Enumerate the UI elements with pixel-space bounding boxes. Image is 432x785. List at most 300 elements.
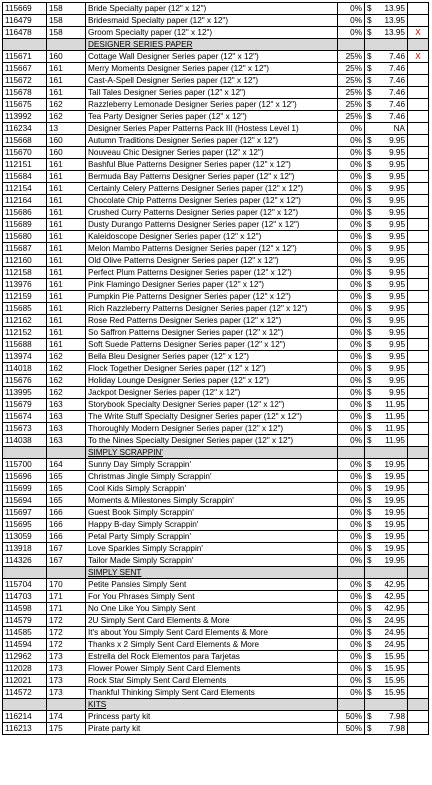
currency-symbol-cell: $ — [365, 3, 376, 15]
discount-cell: 0% — [338, 627, 365, 639]
item-number-cell: 114326 — [3, 555, 47, 567]
price-cell: 42.95 — [376, 591, 408, 603]
page-number-cell: 163 — [47, 423, 86, 435]
price-cell: 7.98 — [376, 711, 408, 723]
section-empty-cell — [3, 447, 47, 459]
table-row — [3, 675, 429, 687]
currency-symbol-cell: $ — [365, 651, 376, 663]
price-cell: 9.95 — [376, 303, 408, 315]
discount-cell: 50% — [338, 723, 365, 735]
section-empty-cell — [365, 699, 376, 711]
item-number-cell: 112962 — [3, 651, 47, 663]
price-cell: 19.95 — [376, 543, 408, 555]
description-cell: 2U Simply Sent Card Elements & More — [86, 615, 338, 627]
price-cell: 9.95 — [376, 291, 408, 303]
flag-cell — [408, 315, 429, 327]
item-number-cell: 115687 — [3, 243, 47, 255]
page-number-cell: 162 — [47, 111, 86, 123]
discount-cell: 0% — [338, 459, 365, 471]
description-cell: Merry Moments Designer Series paper (12" x 12") — [86, 63, 338, 75]
price-cell: 9.95 — [376, 135, 408, 147]
discount-cell: 0% — [338, 255, 365, 267]
currency-symbol-cell: $ — [365, 531, 376, 543]
page-number-cell: 162 — [47, 351, 86, 363]
flag-cell: X — [408, 27, 429, 39]
table-row — [3, 519, 429, 531]
page-number-cell: 166 — [47, 531, 86, 543]
description-cell: Pink Flamingo Designer Series paper (12" x 12") — [86, 279, 338, 291]
table-row — [3, 99, 429, 111]
description-cell: Moments & Milestones Simply Scrappin' — [86, 495, 338, 507]
price-cell: 19.95 — [376, 519, 408, 531]
description-cell: Soft Suede Patterns Designer Series paper (12" x 12") — [86, 339, 338, 351]
price-cell: 9.95 — [376, 315, 408, 327]
description-cell: So Saffron Patterns Designer Series paper (12" x 12") — [86, 327, 338, 339]
currency-symbol-cell: $ — [365, 639, 376, 651]
flag-cell — [408, 459, 429, 471]
table-row — [3, 303, 429, 315]
discount-cell: 0% — [338, 519, 365, 531]
discount-cell: 0% — [338, 579, 365, 591]
currency-symbol-cell: $ — [365, 159, 376, 171]
currency-symbol-cell: $ — [365, 603, 376, 615]
discount-cell: 0% — [338, 639, 365, 651]
item-number-cell: 115695 — [3, 519, 47, 531]
description-cell: Christmas Jingle Simply Scrappin' — [86, 471, 338, 483]
table-row — [3, 243, 429, 255]
flag-cell — [408, 207, 429, 219]
page-number-cell: 173 — [47, 651, 86, 663]
description-cell: Cast-A-Spell Designer Series paper (12" x 12") — [86, 75, 338, 87]
currency-symbol-cell: $ — [365, 87, 376, 99]
currency-symbol-cell: $ — [365, 555, 376, 567]
item-number-cell: 115668 — [3, 135, 47, 147]
flag-cell — [408, 375, 429, 387]
page-number-cell: 171 — [47, 603, 86, 615]
item-number-cell: 112021 — [3, 675, 47, 687]
flag-cell — [408, 159, 429, 171]
description-cell: Kaleidoscope Designer Series paper (12" x 12") — [86, 231, 338, 243]
flag-cell — [408, 423, 429, 435]
currency-symbol-cell — [365, 123, 376, 135]
discount-cell: 0% — [338, 303, 365, 315]
description-cell: Autumn Traditions Designer Series paper (12" x 12") — [86, 135, 338, 147]
section-title: KITS — [86, 699, 338, 711]
discount-cell: 0% — [338, 603, 365, 615]
currency-symbol-cell: $ — [365, 207, 376, 219]
description-cell: Old Olive Patterns Designer Series paper (12" x 12") — [86, 255, 338, 267]
table-row — [3, 135, 429, 147]
page-number-cell: 164 — [47, 459, 86, 471]
currency-symbol-cell: $ — [365, 411, 376, 423]
section-empty-cell — [338, 567, 365, 579]
page-number-cell: 165 — [47, 471, 86, 483]
description-cell: Thanks x 2 Simply Sent Card Elements & More — [86, 639, 338, 651]
page-number-cell: 174 — [47, 711, 86, 723]
item-number-cell: 112164 — [3, 195, 47, 207]
flag-cell — [408, 183, 429, 195]
price-cell: 24.95 — [376, 639, 408, 651]
section-empty-cell — [338, 39, 365, 51]
price-cell: 9.95 — [376, 255, 408, 267]
item-number-cell: 115696 — [3, 471, 47, 483]
page-number-cell: 170 — [47, 579, 86, 591]
page-number-cell: 165 — [47, 483, 86, 495]
flag-cell — [408, 3, 429, 15]
discount-cell: 0% — [338, 675, 365, 687]
item-number-cell: 113918 — [3, 543, 47, 555]
item-number-cell: 115697 — [3, 507, 47, 519]
flag-cell — [408, 255, 429, 267]
currency-symbol-cell: $ — [365, 339, 376, 351]
page-number-cell: 158 — [47, 15, 86, 27]
item-number-cell: 115704 — [3, 579, 47, 591]
item-number-cell: 115669 — [3, 3, 47, 15]
flag-cell — [408, 291, 429, 303]
table-row — [3, 651, 429, 663]
table-row — [3, 639, 429, 651]
page-number-cell: 161 — [47, 87, 86, 99]
description-cell: Thankful Thinking Simply Sent Card Elements — [86, 687, 338, 699]
currency-symbol-cell: $ — [365, 423, 376, 435]
table-row — [3, 207, 429, 219]
section-empty-cell — [3, 39, 47, 51]
flag-cell — [408, 579, 429, 591]
currency-symbol-cell: $ — [365, 687, 376, 699]
item-number-cell: 113059 — [3, 531, 47, 543]
discount-cell: 0% — [338, 651, 365, 663]
price-cell: 19.95 — [376, 555, 408, 567]
item-number-cell: 112159 — [3, 291, 47, 303]
item-number-cell: 115686 — [3, 207, 47, 219]
flag-cell — [408, 663, 429, 675]
section-empty-cell — [376, 567, 408, 579]
discount-cell: 0% — [338, 591, 365, 603]
page-number-cell: 161 — [47, 243, 86, 255]
flag-cell — [408, 603, 429, 615]
section-empty-cell — [376, 699, 408, 711]
flag-cell: X — [408, 51, 429, 63]
table-row — [3, 87, 429, 99]
table-row — [3, 363, 429, 375]
description-cell: Melon Mambo Patterns Designer Series paper (12" x 12") — [86, 243, 338, 255]
discount-cell: 25% — [338, 51, 365, 63]
flag-cell — [408, 219, 429, 231]
table-row — [3, 591, 429, 603]
price-cell: 9.95 — [376, 351, 408, 363]
description-cell: Guest Book Simply Scrappin' — [86, 507, 338, 519]
discount-cell: 0% — [338, 231, 365, 243]
page-number-cell: 161 — [47, 291, 86, 303]
flag-cell — [408, 495, 429, 507]
currency-symbol-cell: $ — [365, 183, 376, 195]
discount-cell: 0% — [338, 483, 365, 495]
currency-symbol-cell: $ — [365, 663, 376, 675]
flag-cell — [408, 351, 429, 363]
table-row — [3, 663, 429, 675]
table-row — [3, 267, 429, 279]
price-cell: 7.46 — [376, 51, 408, 63]
price-cell: 9.95 — [376, 183, 408, 195]
flag-cell — [408, 123, 429, 135]
currency-symbol-cell: $ — [365, 543, 376, 555]
currency-symbol-cell: $ — [365, 219, 376, 231]
table-row — [3, 399, 429, 411]
page-number-cell: 163 — [47, 435, 86, 447]
page-number-cell: 162 — [47, 99, 86, 111]
price-cell: 11.95 — [376, 411, 408, 423]
currency-symbol-cell: $ — [365, 507, 376, 519]
description-cell: Thoroughly Modern Designer Series paper (12" x 12") — [86, 423, 338, 435]
page-number-cell: 167 — [47, 555, 86, 567]
price-cell: 42.95 — [376, 579, 408, 591]
table-row — [3, 51, 429, 63]
discount-cell: 0% — [338, 435, 365, 447]
section-title: SIMPLY SENT — [86, 567, 338, 579]
price-cell: 9.95 — [376, 147, 408, 159]
table-row — [3, 183, 429, 195]
flag-cell — [408, 327, 429, 339]
section-empty-cell — [47, 447, 86, 459]
flag-cell — [408, 339, 429, 351]
description-cell: Estrella del Rock Elementos para Tarjetas — [86, 651, 338, 663]
table-row — [3, 615, 429, 627]
currency-symbol-cell: $ — [365, 15, 376, 27]
item-number-cell: 112152 — [3, 327, 47, 339]
item-number-cell: 115670 — [3, 147, 47, 159]
flag-cell — [408, 399, 429, 411]
section-empty-cell — [365, 447, 376, 459]
page-number-cell: 158 — [47, 3, 86, 15]
flag-cell — [408, 435, 429, 447]
table-row — [3, 579, 429, 591]
discount-cell: 0% — [338, 339, 365, 351]
description-cell: Designer Series Paper Patterns Pack III (Hostess Level 1) — [86, 123, 338, 135]
description-cell: Rose Red Patterns Designer Series paper (12" x 12") — [86, 315, 338, 327]
page-number-cell: 173 — [47, 675, 86, 687]
currency-symbol-cell: $ — [365, 627, 376, 639]
flag-cell — [408, 363, 429, 375]
page-number-cell: 13 — [47, 123, 86, 135]
table-row — [3, 387, 429, 399]
flag-cell — [408, 675, 429, 687]
page-number-cell: 161 — [47, 219, 86, 231]
description-cell: It's about You Simply Sent Card Elements & More — [86, 627, 338, 639]
currency-symbol-cell: $ — [365, 471, 376, 483]
table-row — [3, 603, 429, 615]
page-number-cell: 160 — [47, 51, 86, 63]
flag-cell — [408, 555, 429, 567]
price-cell: 15.95 — [376, 675, 408, 687]
currency-symbol-cell: $ — [365, 255, 376, 267]
discount-cell: 0% — [338, 207, 365, 219]
description-cell: Cool Kids Simply Scrappin' — [86, 483, 338, 495]
price-cell: 11.95 — [376, 423, 408, 435]
item-number-cell: 114572 — [3, 687, 47, 699]
table-row — [3, 75, 429, 87]
section-empty-cell — [408, 447, 429, 459]
page-number-cell: 175 — [47, 723, 86, 735]
flag-cell — [408, 303, 429, 315]
currency-symbol-cell: $ — [365, 591, 376, 603]
table-row — [3, 3, 429, 15]
price-cell: 9.95 — [376, 375, 408, 387]
page-number-cell: 161 — [47, 183, 86, 195]
discount-cell: 0% — [338, 375, 365, 387]
currency-symbol-cell: $ — [365, 195, 376, 207]
description-cell: Chocolate Chip Patterns Designer Series paper (12" x 12") — [86, 195, 338, 207]
price-cell: 9.95 — [376, 243, 408, 255]
section-empty-cell — [408, 699, 429, 711]
price-cell: 13.95 — [376, 27, 408, 39]
section-empty-cell — [338, 699, 365, 711]
price-cell: 9.95 — [376, 159, 408, 171]
price-cell: 7.46 — [376, 87, 408, 99]
table-row — [3, 507, 429, 519]
table-row — [3, 411, 429, 423]
section-empty-cell — [338, 447, 365, 459]
page-number-cell: 172 — [47, 627, 86, 639]
table-row — [3, 123, 429, 135]
item-number-cell: 115676 — [3, 375, 47, 387]
price-cell: 9.95 — [376, 267, 408, 279]
currency-symbol-cell: $ — [365, 147, 376, 159]
currency-symbol-cell: $ — [365, 303, 376, 315]
discount-cell: 0% — [338, 3, 365, 15]
price-cell: 19.95 — [376, 459, 408, 471]
description-cell: Tailor Made Simply Scrappin' — [86, 555, 338, 567]
currency-symbol-cell: $ — [365, 579, 376, 591]
currency-symbol-cell: $ — [365, 75, 376, 87]
table-row — [3, 423, 429, 435]
currency-symbol-cell: $ — [365, 27, 376, 39]
discount-cell: 25% — [338, 63, 365, 75]
catalog-table-body — [3, 3, 429, 735]
price-cell: 24.95 — [376, 615, 408, 627]
table-row — [3, 27, 429, 39]
section-header-row — [3, 567, 429, 579]
item-number-cell: 115699 — [3, 483, 47, 495]
currency-symbol-cell: $ — [365, 51, 376, 63]
catalog-table — [2, 2, 429, 735]
table-row — [3, 195, 429, 207]
price-cell: 15.95 — [376, 651, 408, 663]
section-empty-cell — [408, 567, 429, 579]
item-number-cell: 116214 — [3, 711, 47, 723]
page-number-cell: 171 — [47, 591, 86, 603]
table-row — [3, 723, 429, 735]
item-number-cell: 112154 — [3, 183, 47, 195]
page-number-cell: 161 — [47, 267, 86, 279]
item-number-cell: 113995 — [3, 387, 47, 399]
table-row — [3, 687, 429, 699]
price-cell: NA — [376, 123, 408, 135]
description-cell: For You Phrases Simply Sent — [86, 591, 338, 603]
currency-symbol-cell: $ — [365, 675, 376, 687]
table-row — [3, 159, 429, 171]
discount-cell: 0% — [338, 531, 365, 543]
description-cell: Dusty Durango Patterns Designer Series paper (12" x 12") — [86, 219, 338, 231]
flag-cell — [408, 483, 429, 495]
price-cell: 11.95 — [376, 435, 408, 447]
description-cell: Pumpkin Pie Patterns Designer Series paper (12" x 12") — [86, 291, 338, 303]
table-row — [3, 15, 429, 27]
item-number-cell: 115680 — [3, 231, 47, 243]
price-cell: 19.95 — [376, 471, 408, 483]
table-row — [3, 111, 429, 123]
item-number-cell: 114579 — [3, 615, 47, 627]
table-row — [3, 219, 429, 231]
table-row — [3, 543, 429, 555]
item-number-cell: 115675 — [3, 99, 47, 111]
discount-cell: 0% — [338, 327, 365, 339]
page-number-cell: 161 — [47, 63, 86, 75]
table-row — [3, 171, 429, 183]
currency-symbol-cell: $ — [365, 315, 376, 327]
price-cell: 19.95 — [376, 495, 408, 507]
page-number-cell: 160 — [47, 135, 86, 147]
item-number-cell: 115685 — [3, 303, 47, 315]
discount-cell: 0% — [338, 555, 365, 567]
discount-cell: 0% — [338, 135, 365, 147]
section-title: DESIGNER SERIES PAPER — [86, 39, 338, 51]
item-number-cell: 112151 — [3, 159, 47, 171]
discount-cell: 0% — [338, 27, 365, 39]
section-header-row — [3, 699, 429, 711]
price-cell: 15.95 — [376, 663, 408, 675]
table-row — [3, 339, 429, 351]
description-cell: Bridesmaid Specialty paper (12" x 12") — [86, 15, 338, 27]
currency-symbol-cell: $ — [365, 135, 376, 147]
currency-symbol-cell: $ — [365, 435, 376, 447]
price-cell: 19.95 — [376, 483, 408, 495]
flag-cell — [408, 507, 429, 519]
flag-cell — [408, 267, 429, 279]
section-title: SIMPLY SCRAPPIN' — [86, 447, 338, 459]
discount-cell: 0% — [338, 495, 365, 507]
table-row — [3, 459, 429, 471]
item-number-cell: 113976 — [3, 279, 47, 291]
flag-cell — [408, 531, 429, 543]
page-number-cell: 161 — [47, 207, 86, 219]
description-cell: Pirate party kit — [86, 723, 338, 735]
description-cell: Petite Pansies Simply Sent — [86, 579, 338, 591]
description-cell: Razzleberry Lemonade Designer Series paper (12" x 12") — [86, 99, 338, 111]
currency-symbol-cell: $ — [365, 111, 376, 123]
description-cell: Storybook Specialty Designer Series paper (12" x 12") — [86, 399, 338, 411]
description-cell: Love Sparkles Simply Scrappin' — [86, 543, 338, 555]
currency-symbol-cell: $ — [365, 231, 376, 243]
discount-cell: 0% — [338, 663, 365, 675]
table-row — [3, 351, 429, 363]
discount-cell: 25% — [338, 111, 365, 123]
price-cell: 7.46 — [376, 111, 408, 123]
currency-symbol-cell: $ — [365, 267, 376, 279]
currency-symbol-cell: $ — [365, 99, 376, 111]
currency-symbol-cell: $ — [365, 399, 376, 411]
description-cell: Bella Bleu Designer Series paper (12" x 12") — [86, 351, 338, 363]
item-number-cell: 114703 — [3, 591, 47, 603]
currency-symbol-cell: $ — [365, 351, 376, 363]
currency-symbol-cell: $ — [365, 243, 376, 255]
currency-symbol-cell: $ — [365, 375, 376, 387]
item-number-cell: 114018 — [3, 363, 47, 375]
page-number-cell: 161 — [47, 75, 86, 87]
description-cell: Flock Together Designer Series paper (12" x 12") — [86, 363, 338, 375]
section-empty-cell — [3, 567, 47, 579]
item-number-cell: 112028 — [3, 663, 47, 675]
discount-cell: 0% — [338, 399, 365, 411]
